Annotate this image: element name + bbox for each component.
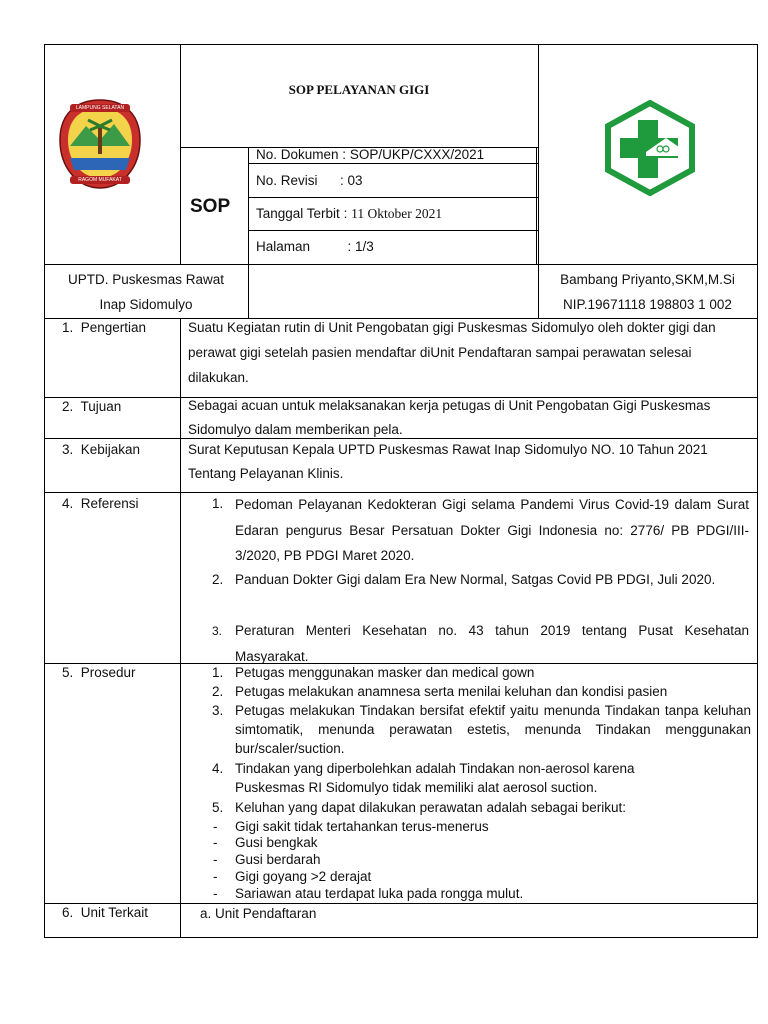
logo-left xyxy=(56,96,144,192)
signer-nip: NIP.19671118 198803 1 002 xyxy=(563,297,732,312)
prosedur-item-1: Petugas menggunakan masker dan medical gown xyxy=(235,665,535,680)
referensi-num-1: 1. xyxy=(212,496,224,511)
prosedur-item-2: Petugas melakukan anamnesa serta menilai keluhan dan kondisi pasien xyxy=(235,684,668,699)
org-name-line2: Inap Sidomulyo xyxy=(99,297,193,312)
page-number-value: 1/3 xyxy=(355,239,374,254)
prosedur-bullet-mark-1: - xyxy=(213,819,218,834)
doc-number-value: SOP/UKP/CXXX/2021 xyxy=(349,147,485,162)
issue-date-sep: : xyxy=(339,206,352,221)
prosedur-bullet-1: Gigi sakit tidak tertahankan terus-menerus xyxy=(235,819,489,834)
logo-right xyxy=(604,100,696,196)
section-label-tujuan: 2. Tujuan xyxy=(62,399,122,414)
page-number-sep: : xyxy=(310,239,356,254)
doc-number xyxy=(256,147,484,163)
prosedur-num-2: 2. xyxy=(212,684,224,699)
referensi-item-1: Pedoman Pelayanan Kedokteran Gigi selama Pandemi Virus Covid-19 dalam Surat Edaran pengurus Besar Persatuan Dokter Gigi Indonesia no: 2776/ PB PDGI/III-3/2020, PB PDGI Maret 2020. xyxy=(235,497,749,563)
emblem-bottom-text: RAGOM MUFAKAT xyxy=(78,177,122,183)
prosedur-bullet-mark-3: - xyxy=(213,852,218,867)
prosedur-num-4: 4. xyxy=(212,761,224,776)
emblem-top-text: LAMPUNG SELATAN xyxy=(75,105,125,111)
prosedur-bullet-mark-2: - xyxy=(213,835,218,850)
issue-date-value: 11 Oktober 2021 xyxy=(351,206,443,221)
revision-sep: : xyxy=(317,173,348,188)
section-label-referensi: 4. Referensi xyxy=(62,496,139,511)
prosedur-bullet-mark-5: - xyxy=(213,886,218,901)
revision-value: 03 xyxy=(347,173,363,188)
section-label-prosedur: 5. Prosedur xyxy=(62,665,136,680)
prosedur-bullet-4: Gigi goyang >2 derajat xyxy=(235,869,372,884)
issue-date-label: Tanggal Terbit xyxy=(256,206,340,221)
doc-number-sep: : xyxy=(338,147,350,162)
prosedur-num-5: 5. xyxy=(212,800,224,815)
prosedur-item-3: Petugas melakukan Tindakan bersifat efektif yaitu menunda Tindakan tanpa keluhan simtomatik, menunda perawatan estetis, menunda Tindakan menggunakan bur/scaler/suction. xyxy=(235,703,751,756)
org-name-line1: UPTD. Puskesmas Rawat xyxy=(67,272,225,287)
section-text-pengertian: Suatu Kegiatan rutin di Unit Pengobatan gigi Puskesmas Sidomulyo oleh dokter gigi dan perawat gigi setelah pasien mendaftar diUnit Pendaftaran sampai perawatan selesai dilakukan. xyxy=(188,320,716,385)
section-label-kebijakan: 3. Kebijakan xyxy=(62,442,141,457)
section-label-unit-terkait: 6. Unit Terkait xyxy=(62,905,149,920)
prosedur-bullet-3: Gusi berdarah xyxy=(235,852,321,867)
prosedur-num-3: 3. xyxy=(212,703,224,718)
revision-label: No. Revisi xyxy=(256,173,318,188)
prosedur-bullet-2: Gusi bengkak xyxy=(235,835,318,850)
issue-date xyxy=(256,206,442,222)
section-text-kebijakan: Surat Keputusan Kepala UPTD Puskesmas Rawat Inap Sidomulyo NO. 10 Tahun 2021 Tentang Pelayanan Klinis. xyxy=(188,442,708,481)
doc-number-label: No. Dokumen xyxy=(256,147,339,162)
page-title: SOP PELAYANAN GIGI xyxy=(288,82,430,97)
puskesmas-cross-logo-icon xyxy=(604,100,696,196)
prosedur-num-1: 1. xyxy=(212,665,224,680)
referensi-num-2: 2. xyxy=(212,572,224,587)
sop-label: SOP xyxy=(190,196,231,217)
section-text-unit-terkait: a. Unit Pendaftaran xyxy=(200,906,317,921)
prosedur-bullet-mark-4: - xyxy=(213,869,218,884)
prosedur-item-4: Tindakan yang diperbolehkan adalah Tindakan non-aerosol karena Puskesmas RI Sidomulyo tidak memiliki alat aerosol suction. xyxy=(235,761,635,795)
referensi-num-3: 3. xyxy=(212,624,223,638)
page-number-label: Halaman xyxy=(256,239,311,254)
referensi-item-2: Panduan Dokter Gigi dalam Era New Normal, Satgas Covid PB PDGI, Juli 2020. xyxy=(235,572,716,587)
revision-number xyxy=(256,173,363,189)
prosedur-item-5: Keluhan yang dapat dilakukan perawatan adalah sebagai berikut: xyxy=(235,800,627,815)
referensi-item-3: Peraturan Menteri Kesehatan no. 43 tahun 2019 tentang Pusat Kesehatan Masyarakat. xyxy=(235,623,749,664)
signer-name: Bambang Priyanto,SKM,M.Si xyxy=(560,272,735,287)
prosedur-bullet-5: Sariawan atau terdapat luka pada rongga mulut. xyxy=(235,886,524,901)
section-label-pengertian: 1. Pengertian xyxy=(62,320,147,335)
page-number xyxy=(256,239,374,255)
section-text-tujuan: Sebagai acuan untuk melaksanakan kerja petugas di Unit Pengobatan Gigi Puskesmas Sidomulyo dalam memberikan pela. xyxy=(188,398,711,437)
